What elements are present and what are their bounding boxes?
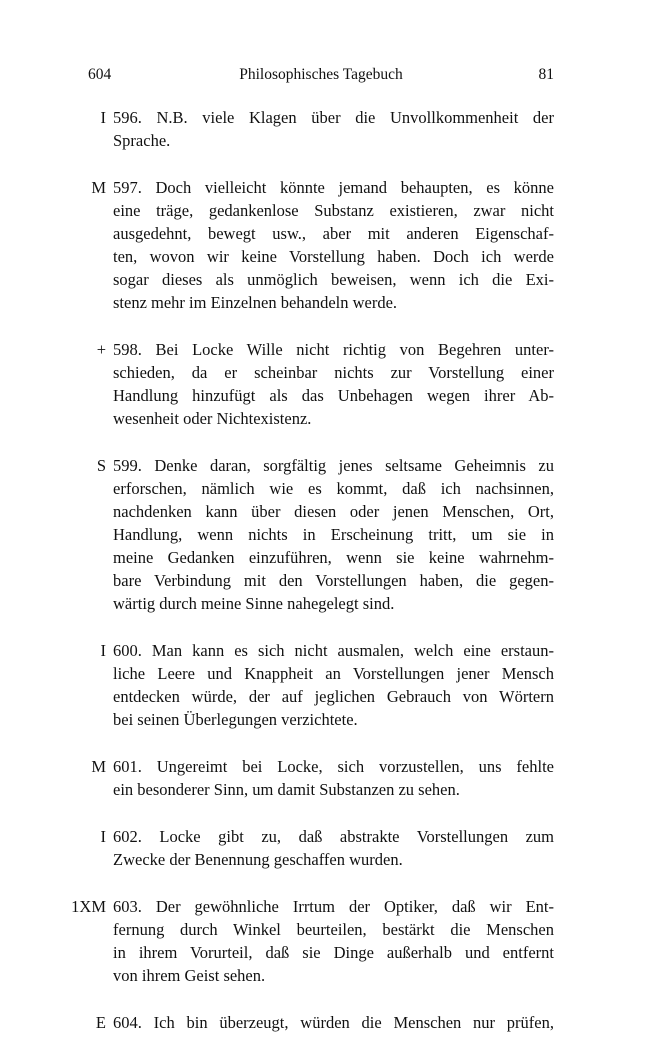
page-number-right: 81 — [538, 66, 554, 83]
entry-marker: 1XM — [71, 897, 106, 916]
entry-marker: I — [100, 827, 106, 846]
text-line: 601. Ungereimt bei Locke, sich vorzustellen, uns fehlte — [113, 757, 554, 776]
entry-marker: M — [91, 757, 106, 776]
text-line: 598. Bei Locke Wille nicht richtig von Begehren unter- — [113, 340, 554, 359]
text-line: 599. Denke daran, sorgfältig jenes seltsame Geheimnis zu — [113, 456, 554, 475]
entry-601 — [0, 755, 650, 801]
entry-600 — [0, 639, 650, 731]
entry-marker: S — [96, 456, 106, 475]
text-line: erforschen, nämlich wie es kommt, daß ich nachsinnen, — [113, 479, 554, 498]
text-line: bei seinen Überlegungen verzichtete. — [113, 710, 358, 729]
entry-marker: I — [100, 108, 106, 127]
text-line: sogar dieses als unmöglich beweisen, wenn ich die Exi- — [113, 270, 554, 289]
entry-text — [113, 639, 554, 731]
running-header — [88, 66, 554, 88]
entry-602 — [0, 825, 650, 871]
entry-text — [113, 338, 554, 430]
text-line: Handlung hinzufügt als das Unbehagen wegen ihrer Ab- — [113, 386, 554, 405]
text-line: schieden, da er scheinbar nichts zur Vorstellung einer — [113, 363, 554, 382]
entry-marker: E — [95, 1013, 106, 1032]
text-line: von ihrem Geist sehen. — [113, 966, 266, 985]
entry-text — [113, 895, 554, 987]
entry-text — [113, 825, 554, 871]
text-line: wärtig durch meine Sinne nahegelegt sind. — [113, 594, 395, 613]
text-line: stenz mehr im Einzelnen behandeln werde. — [113, 293, 398, 312]
entry-marker: I — [100, 641, 106, 660]
entry-marker: M — [91, 178, 106, 197]
entry-text — [113, 454, 554, 615]
text-line: meine Gedanken einzuführen, wenn sie keine wahrnehm- — [113, 548, 554, 567]
entries-list — [0, 106, 650, 1058]
entry-text — [113, 106, 554, 152]
text-line: 600. Man kann es sich nicht ausmalen, welch eine erstaun- — [113, 641, 554, 660]
entry-text — [113, 1011, 554, 1034]
text-line: 597. Doch vielleicht könnte jemand behaupten, es könne — [113, 178, 554, 197]
text-line: ein besonderer Sinn, um damit Substanzen zu sehen. — [113, 780, 460, 799]
text-line: entdecken würde, der auf jeglichen Gebrauch von Wörtern — [113, 687, 554, 706]
page-number-left: 604 — [88, 66, 112, 83]
entry-598 — [0, 338, 650, 430]
running-title: Philosophisches Tagebuch — [239, 66, 403, 83]
text-line: ausgedehnt, bewegt usw., aber mit anderen Eigenschaf- — [113, 224, 554, 243]
entry-text — [113, 176, 554, 314]
entry-596 — [0, 106, 650, 152]
text-line: fernung durch Winkel beurteilen, bestärkt die Menschen — [113, 920, 554, 939]
text-line: 604. Ich bin überzeugt, würden die Menschen nur prüfen, — [113, 1013, 554, 1032]
entry-604 — [0, 1011, 650, 1034]
text-line: Sprache. — [113, 131, 171, 150]
text-line: 603. Der gewöhnliche Irrtum der Optiker, daß wir Ent- — [113, 897, 554, 916]
text-line: wesenheit oder Nichtexistenz. — [113, 409, 312, 428]
text-line: liche Leere und Knappheit an Vorstellungen jener Mensch — [113, 664, 554, 683]
text-line: bare Verbindung mit den Vorstellungen haben, die gegen- — [113, 571, 554, 590]
text-line: 602. Locke gibt zu, daß abstrakte Vorstellungen zum — [113, 827, 554, 846]
entry-marker: + — [96, 340, 106, 359]
entry-603 — [0, 895, 650, 987]
text-line: in ihrem Vorurteil, daß sie Dinge außerhalb und entfernt — [113, 943, 554, 962]
text-line: Zwecke der Benennung geschaffen wurden. — [113, 850, 403, 869]
text-line: 596. N.B. viele Klagen über die Unvollkommenheit der — [113, 108, 554, 127]
text-line: ten, wovon wir keine Vorstellung haben. Doch ich werde — [113, 247, 554, 266]
text-line: Handlung, wenn nichts in Erscheinung tritt, um sie in — [113, 525, 554, 544]
text-line: nachdenken kann über diesen oder jenen Menschen, Ort, — [113, 502, 554, 521]
entry-599 — [0, 454, 650, 615]
text-line: eine träge, gedankenlose Substanz existieren, zwar nicht — [113, 201, 554, 220]
entry-597 — [0, 176, 650, 314]
entry-text — [113, 755, 554, 801]
